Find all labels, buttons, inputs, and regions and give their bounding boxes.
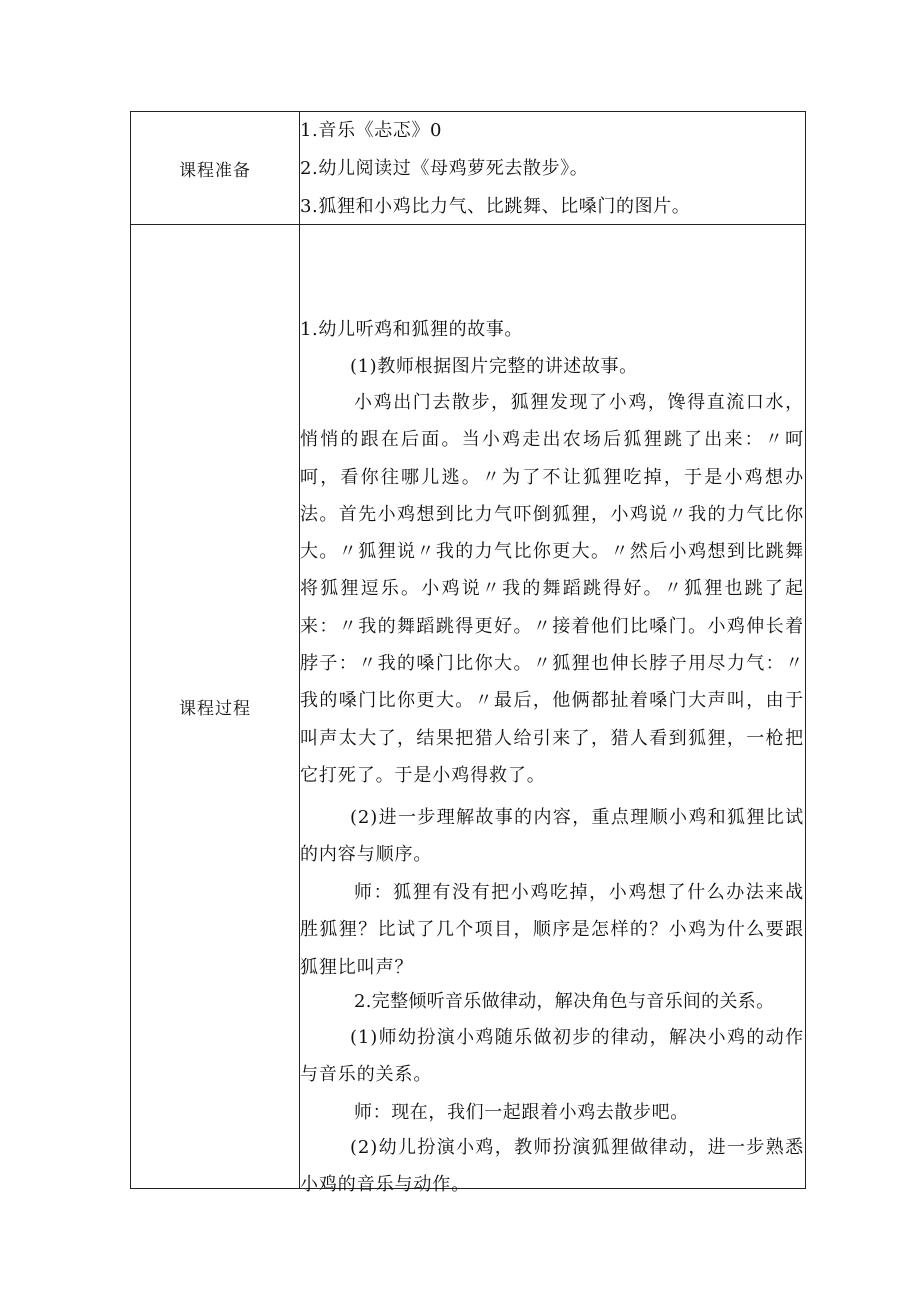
story-paragraph: 小鸡出门去散步，狐狸发现了小鸡，馋得直流口水，悄悄的跟在后面。当小鸡走出农场后狐狸跳了出来：〃呵呵，看你往哪儿逃。〃为了不让狐狸吃掉，于是小鸡想办法。首先小鸡想到比力气吓倒狐狸，小鸡说〃我的力气比你大。〃狐狸说〃我的力气比你更大。〃然后小鸡想到比跳舞将狐狸逗乐。小鸡说〃我的舞蹈跳得好。〃狐狸也跳了起来：〃我的舞蹈跳得更好。〃接着他们比嗓门。小鸡伸长着脖子：〃我的嗓门比你大。〃狐狸也伸长脖子用尽力气：〃我的嗓门比你更大。〃最后，他俩都扯着嗓门大声叫，由于叫声太大了，结果把猎人给引来了，猎人看到狐狸，一枪把它打死了。于是小鸡得救了。 — [300, 392, 804, 786]
step-4: (2)幼儿扮演小鸡，教师扮演狐狸做律动，进一步熟悉小鸡的音乐与动作。 — [300, 1137, 804, 1196]
prep-item-3: 3.狐狸和小鸡比力气、比跳舞、比嗓门的图片。 — [300, 196, 691, 217]
heading-2: 2.完整倾听音乐做律动，解决角色与音乐间的关系。 — [354, 991, 775, 1012]
prep-row — [131, 112, 805, 225]
heading-1: 1.幼儿听鸡和狐狸的故事。 — [300, 319, 523, 340]
prep-label: 课程准备 — [131, 112, 300, 224]
process-content — [300, 224, 805, 1196]
step-2: (2)进一步理解故事的内容，重点理顺小鸡和狐狸比试的内容与顺序。 — [300, 807, 804, 866]
lesson-plan-table — [130, 111, 806, 1196]
prep-item-2: 2.幼儿阅读过《母鸡萝死去散步》。 — [300, 158, 589, 179]
prep-content — [300, 112, 805, 224]
step-1: (1)教师根据图片完整的讲述故事。 — [350, 356, 638, 377]
process-label: 课程过程 — [131, 224, 300, 1188]
step-3: (1)师幼扮演小鸡随乐做初步的律动，解决小鸡的动作与音乐的关系。 — [300, 1027, 804, 1086]
teacher-say: 师：现在，我们一起跟着小鸡去散步吧。 — [354, 1102, 689, 1123]
process-row — [131, 224, 805, 1196]
teacher-question: 师：狐狸有没有把小鸡吃掉，小鸡想了什么办法来战胜狐狸？比试了几个项目，顺序是怎样的？小鸡为什么要跟狐狸比叫声？ — [300, 882, 804, 978]
prep-item-1: 1.音乐《忐忑》0 — [300, 120, 443, 141]
